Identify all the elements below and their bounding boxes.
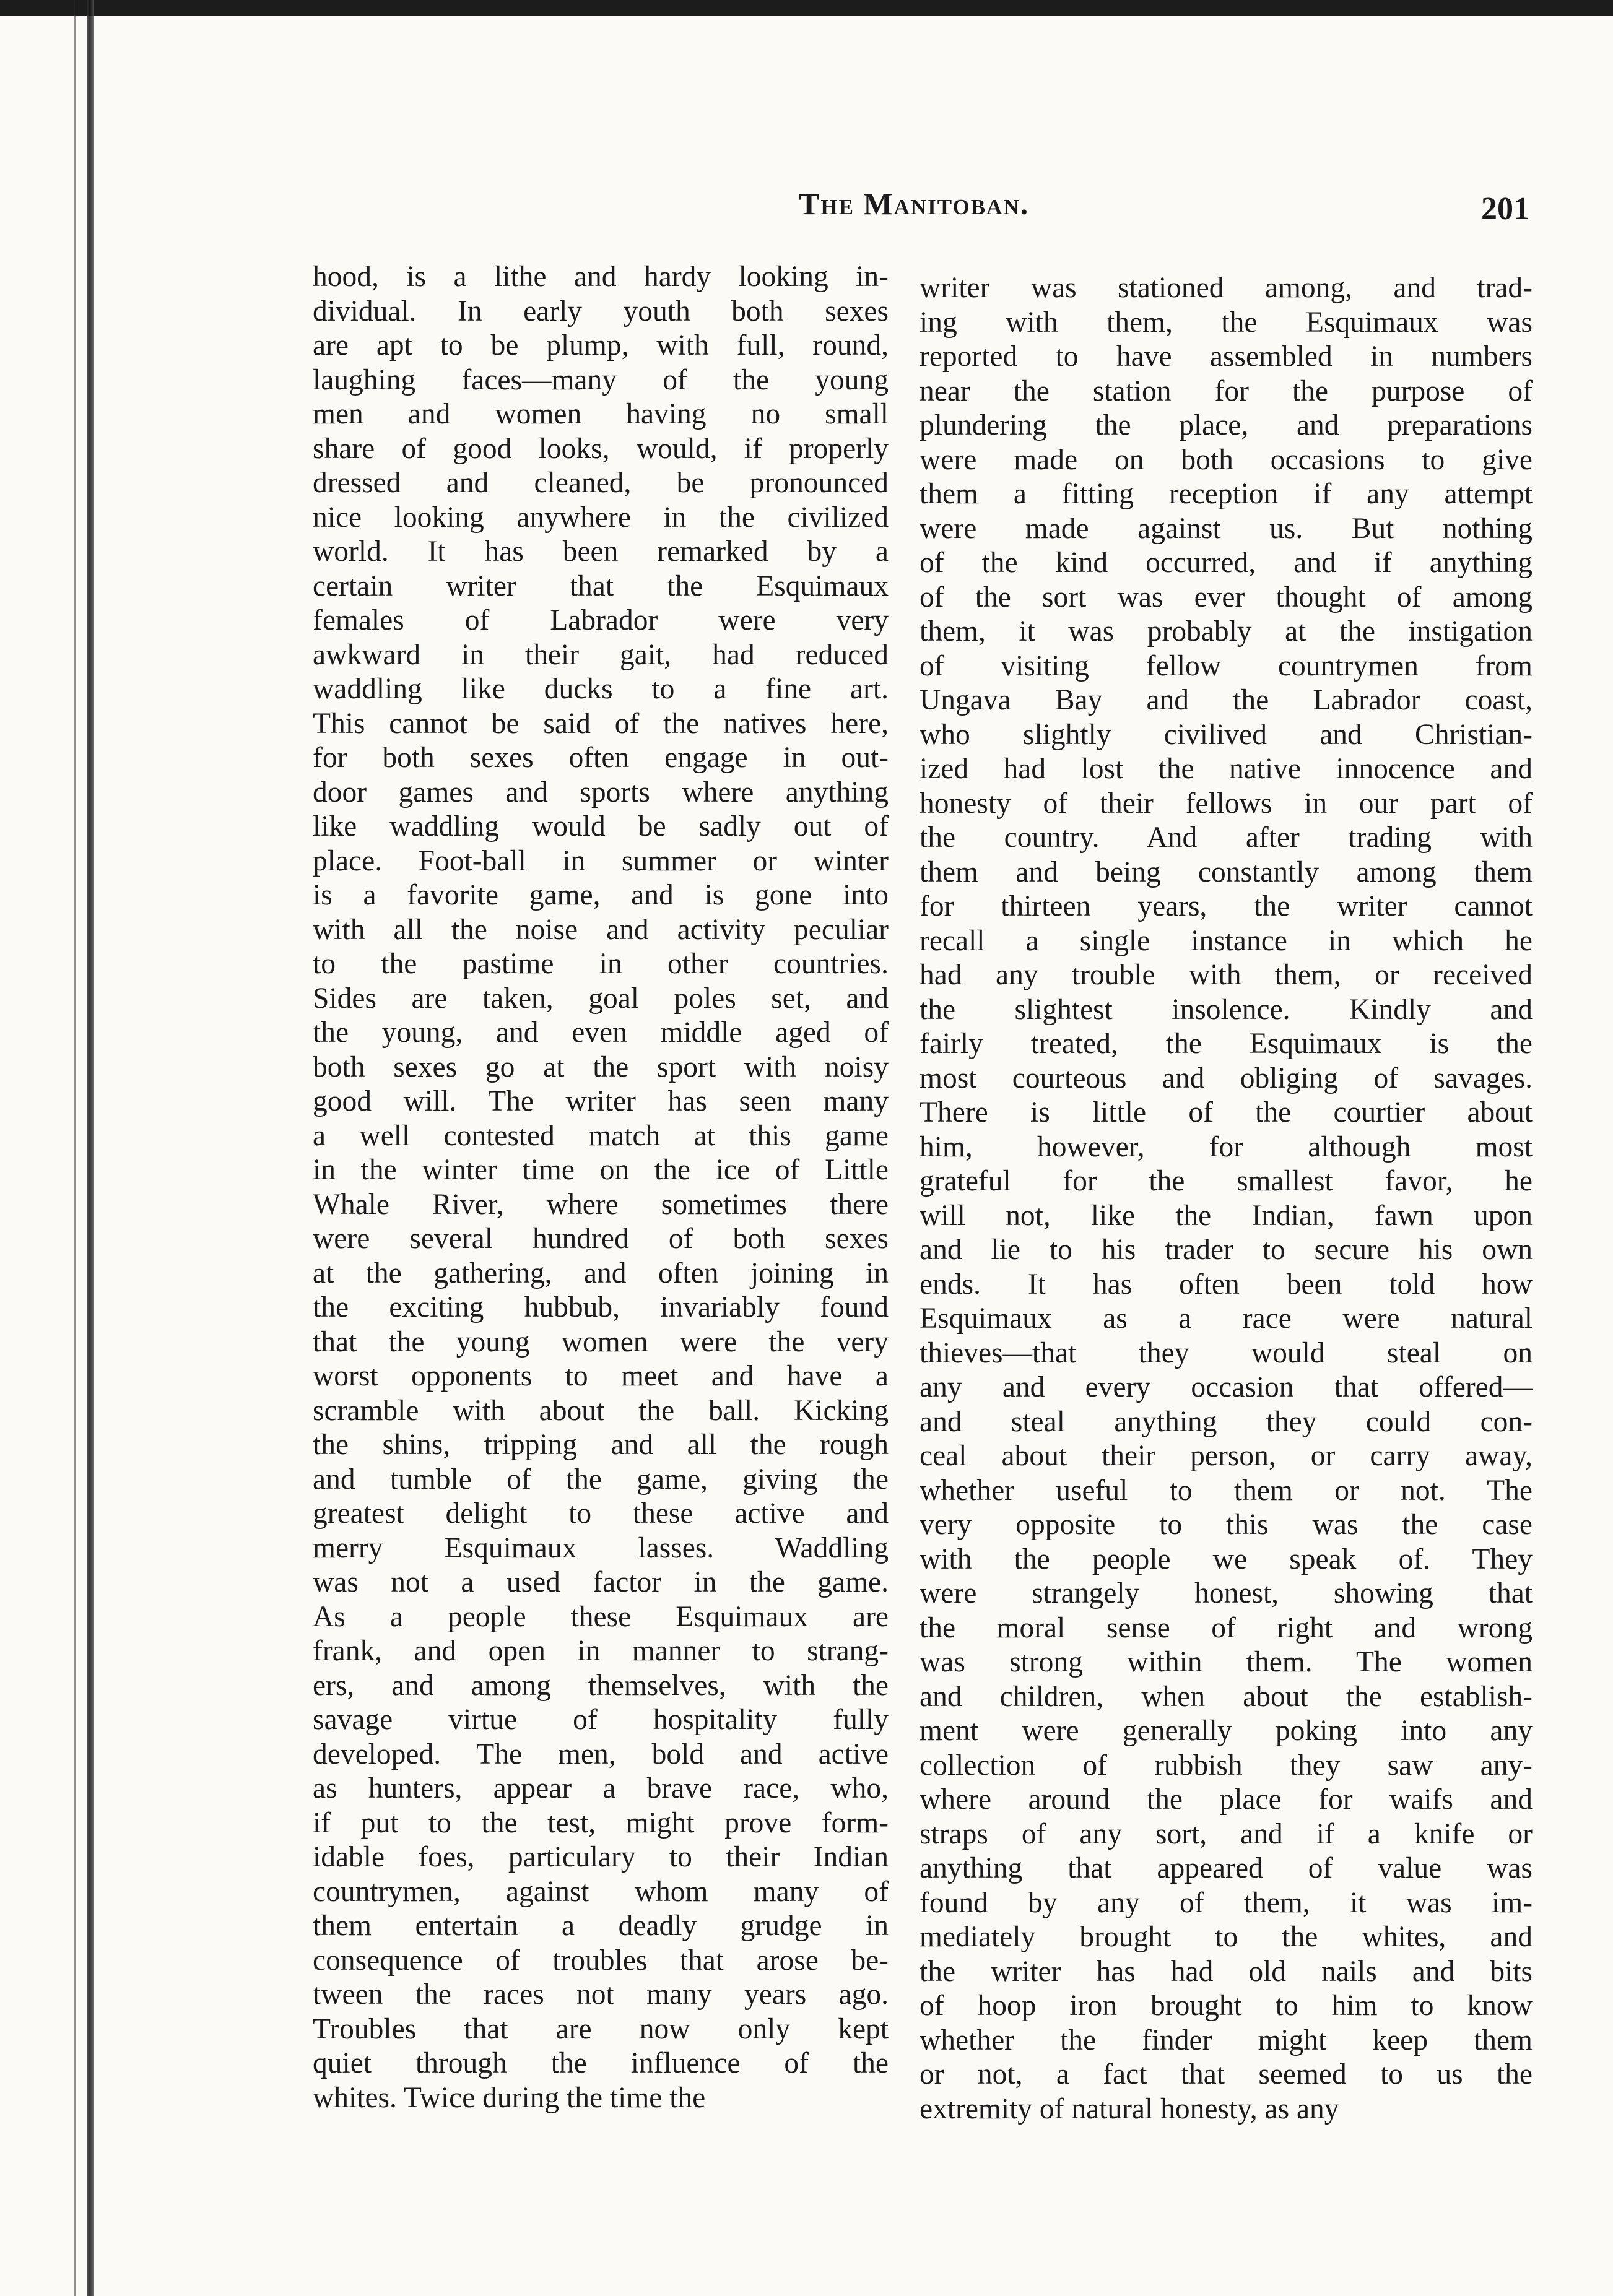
left-text-column xyxy=(313,260,889,2115)
text-line: to the pastime in other countries. xyxy=(313,948,889,980)
text-line: both sexes go at the sport with noisy xyxy=(313,1051,889,1083)
text-line: collection of rubbish they saw any- xyxy=(920,1749,1533,1782)
text-line: with the people we speak of. They xyxy=(920,1543,1533,1575)
text-line: world. It has been remarked by a xyxy=(313,535,889,568)
text-line: merry Esquimaux lasses. Waddling xyxy=(313,1531,889,1564)
text-line: the slightest insolence. Kindly and xyxy=(920,993,1533,1026)
text-line: Ungava Bay and the Labrador coast, xyxy=(920,684,1533,716)
text-line: the shins, tripping and all the rough xyxy=(313,1429,889,1461)
text-line: is a favorite game, and is gone into xyxy=(313,879,889,911)
text-line: if put to the test, might prove form- xyxy=(313,1806,889,1839)
text-line: ceal about their person, or carry away, xyxy=(920,1440,1533,1472)
text-line: and lie to his trader to secure his own xyxy=(920,1234,1533,1266)
text-line: found by any of them, it was im- xyxy=(920,1886,1533,1919)
text-line: them a fitting reception if any attempt xyxy=(920,478,1533,510)
text-line: consequence of troubles that arose be- xyxy=(313,1944,889,1977)
text-line: idable foes, particulary to their Indian xyxy=(313,1841,889,1873)
text-line: and steal anything they could con- xyxy=(920,1405,1533,1438)
text-line: door games and sports where anything xyxy=(313,776,889,808)
text-line: quiet through the influence of the xyxy=(313,2047,889,2079)
text-line: ment were generally poking into any xyxy=(920,1715,1533,1747)
running-title: The Manitoban. xyxy=(799,186,1030,221)
text-line: or not, a fact that seemed to us the xyxy=(920,2058,1533,2090)
text-line: anything that appeared of value was xyxy=(920,1852,1533,1884)
text-line: good will. The writer has seen many xyxy=(313,1085,889,1117)
text-line: recall a single instance in which he xyxy=(920,924,1533,957)
text-line: of the sort was ever thought of among xyxy=(920,581,1533,613)
text-line: ers, and among themselves, with the xyxy=(313,1669,889,1702)
text-line: are apt to be plump, with full, round, xyxy=(313,329,889,362)
text-line: ized had lost the native innocence and xyxy=(920,753,1533,785)
text-line: the young, and even middle aged of xyxy=(313,1016,889,1049)
text-line: fairly treated, the Esquimaux is the xyxy=(920,1028,1533,1060)
text-line: the country. And after trading with xyxy=(920,821,1533,854)
text-line: straps of any sort, and if a knife or xyxy=(920,1817,1533,1850)
text-line: whether useful to them or not. The xyxy=(920,1474,1533,1507)
binding-edge-line xyxy=(74,0,76,2296)
text-line: writer was stationed among, and trad- xyxy=(920,272,1533,304)
text-line: was strong within them. The women xyxy=(920,1646,1533,1678)
text-line: them entertain a deadly grudge in xyxy=(313,1910,889,1942)
text-line: greatest delight to these active and xyxy=(313,1497,889,1530)
text-line: that the young women were the very xyxy=(313,1325,889,1358)
text-line: were made against us. But nothing xyxy=(920,512,1533,545)
text-line: certain writer that the Esquimaux xyxy=(313,570,889,602)
text-line: place. Foot-ball in summer or winter xyxy=(313,844,889,877)
text-line: very opposite to this was the case xyxy=(920,1509,1533,1541)
text-line: This cannot be said of the natives here, xyxy=(313,707,889,740)
text-line: like waddling would be sadly out of xyxy=(313,810,889,843)
top-rule xyxy=(0,0,1613,16)
text-line: honesty of their fellows in our part of xyxy=(920,787,1533,820)
text-line: had any trouble with them, or received xyxy=(920,959,1533,991)
page-header xyxy=(799,186,1529,241)
text-line: savage virtue of hospitality fully xyxy=(313,1704,889,1736)
text-line: There is little of the courtier about xyxy=(920,1096,1533,1129)
text-line: tween the races not many years ago. xyxy=(313,1978,889,2011)
text-line: who slightly civilived and Christian- xyxy=(920,718,1533,751)
text-line: waddling like ducks to a fine art. xyxy=(313,673,889,705)
text-line: whites. Twice during the time the xyxy=(313,2081,706,2114)
text-line: dressed and cleaned, be pronounced xyxy=(313,467,889,499)
text-line: men and women having no small xyxy=(313,398,889,430)
text-line: frank, and open in manner to strang- xyxy=(313,1635,889,1667)
text-line: awkward in their gait, had reduced xyxy=(313,638,889,671)
text-line: dividual. In early youth both sexes xyxy=(313,295,889,327)
text-line: him, however, for although most xyxy=(920,1130,1533,1163)
text-line: in the winter time on the ice of Little xyxy=(313,1154,889,1186)
text-line: females of Labrador were very xyxy=(313,604,889,636)
text-line: Troubles that are now only kept xyxy=(313,2012,889,2045)
text-line: whether the finder might keep them xyxy=(920,2024,1533,2056)
text-line: were several hundred of both sexes xyxy=(313,1223,889,1255)
text-line: were made on both occasions to give xyxy=(920,443,1533,476)
text-line: and tumble of the game, giving the xyxy=(313,1463,889,1496)
text-line: most courteous and obliging of savages. xyxy=(920,1062,1533,1094)
text-line: hood, is a lithe and hardy looking in- xyxy=(313,261,889,293)
text-line: them and being constantly among them xyxy=(920,856,1533,888)
text-line: mediately brought to the whites, and xyxy=(920,1921,1533,1953)
text-line: Whale River, where sometimes there xyxy=(313,1188,889,1221)
page-number: 201 xyxy=(1481,191,1529,227)
text-line: will not, like the Indian, fawn upon xyxy=(920,1199,1533,1232)
text-line: them, it was probably at the instigation xyxy=(920,615,1533,648)
text-line: any and every occasion that offered— xyxy=(920,1371,1533,1403)
text-line: reported to have assembled in numbers xyxy=(920,340,1533,373)
text-line: Esquimaux as a race were natural xyxy=(920,1302,1533,1335)
text-line: of hoop iron brought to him to know xyxy=(920,1990,1533,2022)
right-text-column xyxy=(920,271,1533,2126)
text-line: ing with them, the Esquimaux was xyxy=(920,306,1533,339)
binding-edge xyxy=(87,0,94,2296)
text-line: grateful for the smallest favor, he xyxy=(920,1165,1533,1197)
text-line: As a people these Esquimaux are xyxy=(313,1600,889,1633)
text-line: near the station for the purpose of xyxy=(920,375,1533,407)
text-line: ends. It has often been told how xyxy=(920,1268,1533,1301)
text-line: a well contested match at this game xyxy=(313,1119,889,1152)
text-line: share of good looks, would, if properly xyxy=(313,432,889,465)
text-line: worst opponents to meet and have a xyxy=(313,1360,889,1392)
text-line: with all the noise and activity peculiar xyxy=(313,913,889,946)
text-line: of visiting fellow countrymen from xyxy=(920,649,1533,682)
text-line: nice looking anywhere in the civilized xyxy=(313,501,889,534)
text-line: the moral sense of right and wrong xyxy=(920,1611,1533,1644)
text-line: thieves—that they would steal on xyxy=(920,1336,1533,1369)
text-line: Sides are taken, goal poles set, and xyxy=(313,982,889,1015)
text-line: were strangely honest, showing that xyxy=(920,1577,1533,1609)
text-line: developed. The men, bold and active xyxy=(313,1738,889,1770)
text-line: the exciting hubbub, invariably found xyxy=(313,1291,889,1323)
text-line: countrymen, against whom many of xyxy=(313,1875,889,1908)
text-line: scramble with about the ball. Kicking xyxy=(313,1394,889,1427)
text-line: at the gathering, and often joining in xyxy=(313,1257,889,1289)
text-line: laughing faces—many of the young xyxy=(313,363,889,396)
text-line: for thirteen years, the writer cannot xyxy=(920,890,1533,922)
text-line: was not a used factor in the game. xyxy=(313,1566,889,1598)
text-line: the writer has had old nails and bits xyxy=(920,1955,1533,1988)
text-line: as hunters, appear a brave race, who, xyxy=(313,1772,889,1804)
text-line: of the kind occurred, and if anything xyxy=(920,547,1533,579)
text-line: and children, when about the establish- xyxy=(920,1680,1533,1713)
text-line: extremity of natural honesty, as any xyxy=(920,2092,1339,2125)
text-line: for both sexes often engage in out- xyxy=(313,742,889,774)
text-line: where around the place for waifs and xyxy=(920,1783,1533,1816)
text-line: plundering the place, and preparations xyxy=(920,409,1533,441)
